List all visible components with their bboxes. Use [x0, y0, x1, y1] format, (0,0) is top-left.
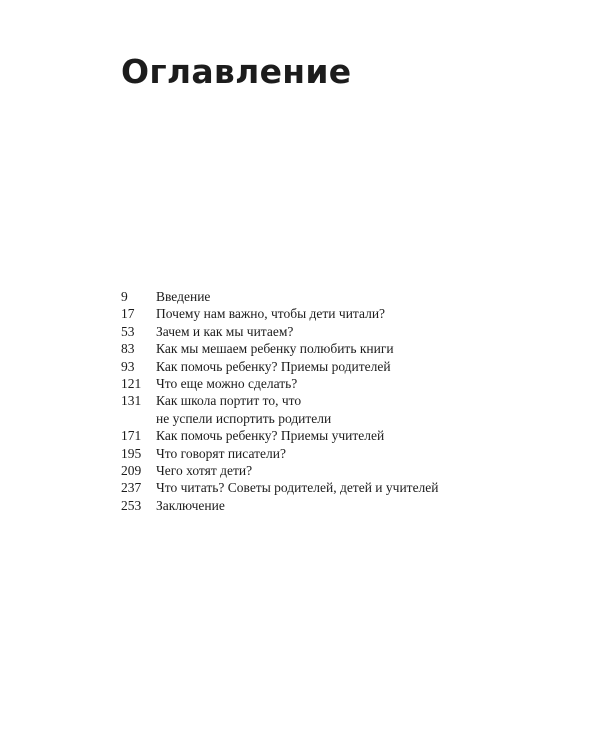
- toc-page-number: 53: [121, 323, 135, 339]
- toc-entry: [121, 305, 521, 322]
- toc-chapter-title: [156, 340, 521, 357]
- toc-page-number: 83: [121, 341, 135, 357]
- toc-entry: [121, 479, 521, 496]
- toc-page-number: 195: [121, 445, 142, 461]
- toc-title-line: Заключение: [156, 497, 225, 513]
- toc-chapter-title: [156, 479, 521, 496]
- toc-entry: [121, 288, 521, 305]
- toc-entry: [121, 375, 521, 392]
- toc-title-line: Как помочь ребенку? Приемы родителей: [156, 358, 391, 374]
- toc-title-line: Введение: [156, 289, 211, 304]
- toc-chapter-title: [156, 323, 521, 340]
- toc-chapter-title: [156, 445, 521, 462]
- toc-chapter-title: [156, 392, 521, 427]
- toc-title-line: Чего хотят дети?: [156, 463, 253, 479]
- toc-page-number: 9: [121, 289, 128, 304]
- toc-title-line: не успели испортить родители: [156, 410, 332, 426]
- toc-page-number: 237: [121, 480, 142, 496]
- toc-chapter-title: [156, 497, 521, 514]
- toc-entry: [121, 323, 521, 340]
- toc-chapter-title: [156, 462, 521, 479]
- page-title: Оглавление: [121, 52, 352, 91]
- toc-page-number: 17: [121, 306, 135, 322]
- toc-entry: [121, 462, 521, 479]
- toc-chapter-title: [156, 305, 521, 322]
- toc-title-line: Что еще можно сделать?: [156, 376, 298, 392]
- toc-chapter-title: [156, 375, 521, 392]
- toc-page-number: 93: [121, 358, 135, 374]
- toc-title-line: Что говорят писатели?: [156, 445, 286, 461]
- toc-chapter-title: [156, 427, 521, 444]
- toc-chapter-title: [156, 288, 521, 305]
- toc-entry: [121, 497, 521, 514]
- toc-entry: [121, 340, 521, 357]
- toc-title-line: Почему нам важно, чтобы дети читали?: [156, 306, 386, 322]
- toc-page-number: 253: [121, 497, 142, 513]
- toc-entry: [121, 445, 521, 462]
- toc-title-line: Что читать? Советы родителей, детей и учителей: [156, 480, 439, 496]
- toc-title-line: Как помочь ребенку? Приемы учителей: [156, 428, 385, 444]
- toc-entry: [121, 392, 521, 427]
- toc-page-number: 131: [121, 393, 142, 409]
- table-of-contents: [121, 288, 521, 514]
- toc-page-number: 209: [121, 463, 142, 479]
- toc-chapter-title: [156, 358, 521, 375]
- toc-title-line: Как школа портит то, что: [156, 393, 302, 409]
- toc-entry: [121, 427, 521, 444]
- toc-title-line: Зачем и как мы читаем?: [156, 323, 294, 339]
- toc-entry: [121, 358, 521, 375]
- toc-page-number: 121: [121, 376, 142, 392]
- toc-page-number: 171: [121, 428, 142, 444]
- toc-title-line: Как мы мешаем ребенку полюбить книги: [156, 341, 394, 357]
